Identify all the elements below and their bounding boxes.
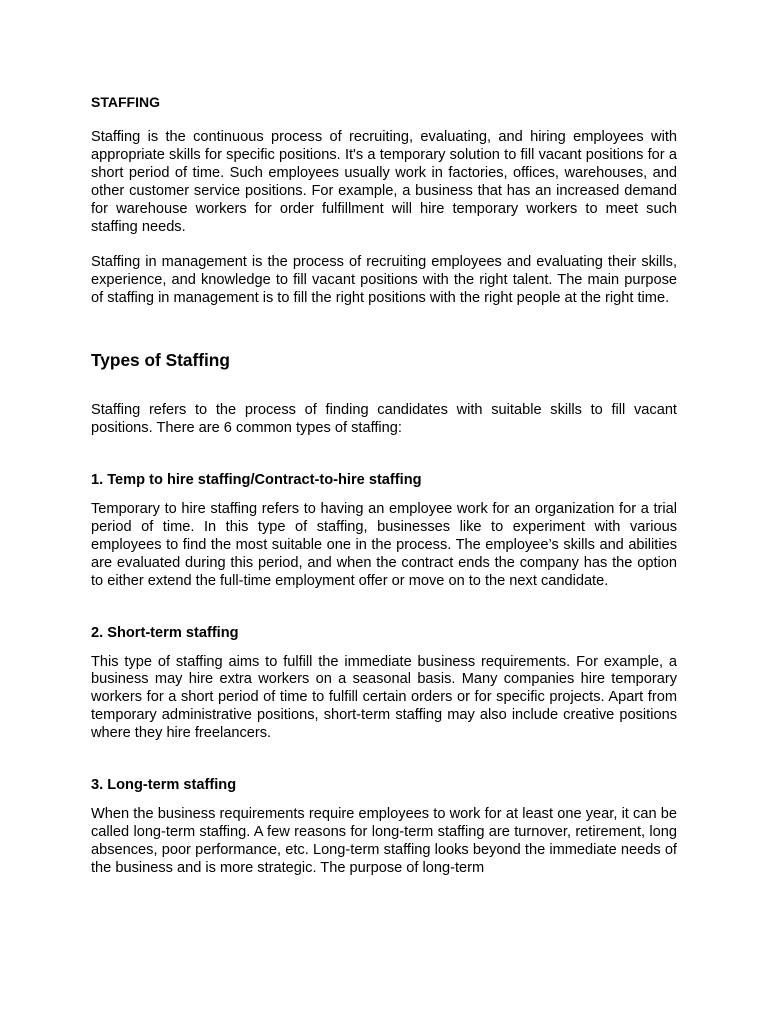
type-body-1: Temporary to hire staffing refers to having an employee work for an organization for a trial period of time. In this type of staffing, businesses like to experiment with various employees to find the most suitable one in the process. The employee’s skills and abilities are evaluated during this period, and when the contract ends the company has the option to either extend the full-time employment offer or move on to the next candidate. [91,500,677,589]
intro-paragraph-1: Staffing is the continuous process of recruiting, evaluating, and hiring employees with appropriate skills for specific positions. It's a temporary solution to fill vacant positions for a short period of time. Such employees usually work in factories, offices, warehouses, and other customer service positions. For example, a business that has an increased demand for warehouse workers for order fulfillment will hire temporary workers to meet such staffing needs. [91,129,677,235]
type-heading-1: 1. Temp to hire staffing/Contract-to-hire staffing [91,471,422,488]
section-heading: Types of Staffing [91,350,230,371]
document-page [91,94,677,878]
type-heading-3: 3. Long-term staffing [91,777,237,794]
type-heading-2: 2. Short-term staffing [91,624,239,641]
type-body-2: This type of staffing aims to fulfill the immediate business requirements. For example, a business may hire extra workers on a seasonal basis. Many companies hire temporary workers for a short period of time to fulfill certain orders or for specific projects. Apart from temporary administrative positions, short-term staffing may also include creative positions where they hire freelancers. [91,653,677,742]
type-body-3: When the business requirements require employees to work for at least one year, it can be called long-term staffing. A few reasons for long-term staffing are turnover, retirement, long absences, poor performance, etc. Long-term staffing looks beyond the immediate needs of the business and is more strategic. The purpose of long-term [91,806,677,876]
section-intro: Staffing refers to the process of finding candidates with suitable skills to fill vacant positions. There are 6 common types of staffing: [91,402,677,437]
intro-paragraph-2: Staffing in management is the process of recruiting employees and evaluating their skills, experience, and knowledge to fill vacant positions with the right talent. The main purpose of staffing in management is to fill the right positions with the right people at the right time. [91,254,677,307]
document-title: STAFFING [91,94,160,110]
